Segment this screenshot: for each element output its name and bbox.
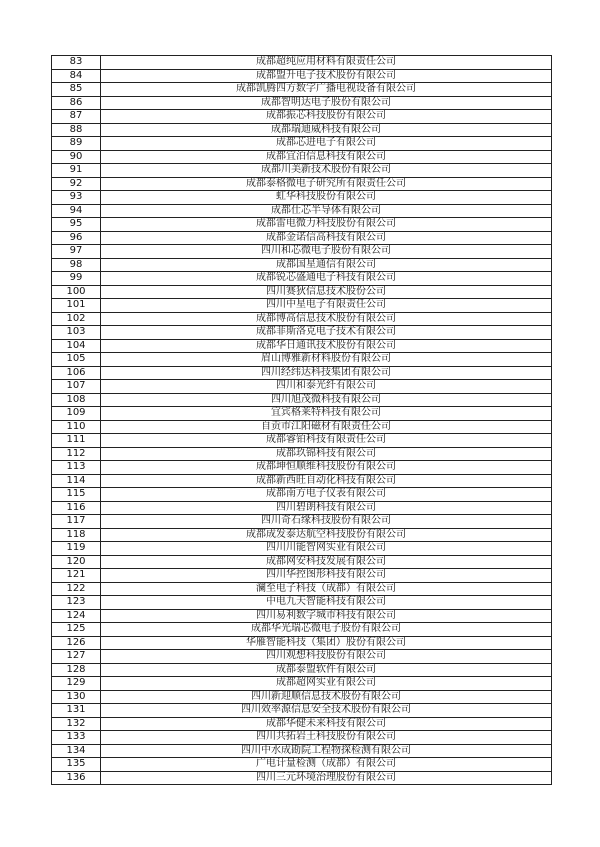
company-name-cell: 四川赛狄信息技术股份公司 <box>101 285 552 299</box>
row-number-cell: 127 <box>52 650 101 664</box>
row-number-cell: 122 <box>52 582 101 596</box>
row-number-cell: 129 <box>52 677 101 691</box>
table-row <box>52 569 552 583</box>
company-name-cell: 四川经纬达科技集团有限公司 <box>101 366 552 380</box>
row-number-cell: 93 <box>52 191 101 205</box>
row-number-cell: 109 <box>52 407 101 421</box>
row-number-cell: 90 <box>52 150 101 164</box>
row-number-cell: 101 <box>52 299 101 313</box>
company-name-cell: 四川奇石缘科技股份有限公司 <box>101 515 552 529</box>
table-row <box>52 488 552 502</box>
table-body <box>52 56 552 785</box>
table-row <box>52 636 552 650</box>
table-row <box>52 218 552 232</box>
table-row <box>52 285 552 299</box>
table-row <box>52 582 552 596</box>
company-name-cell: 成都国星通信有限公司 <box>101 258 552 272</box>
company-name-cell: 成都网安科技发展有限公司 <box>101 555 552 569</box>
table-row <box>52 231 552 245</box>
company-name-cell: 华雁智能科技（集团）股份有限公司 <box>101 636 552 650</box>
row-number-cell: 133 <box>52 731 101 745</box>
company-name-cell: 四川易利数字城市科技有限公司 <box>101 609 552 623</box>
company-name-cell: 成都华健未来科技有限公司 <box>101 717 552 731</box>
table-row <box>52 596 552 610</box>
table-row <box>52 542 552 556</box>
company-name-cell: 成都博高信息技术股份有限公司 <box>101 312 552 326</box>
row-number-cell: 86 <box>52 96 101 110</box>
table-row <box>52 177 552 191</box>
table-row <box>52 650 552 664</box>
company-name-cell: 四川碧朗科技有限公司 <box>101 501 552 515</box>
table-row <box>52 366 552 380</box>
company-name-cell: 成都玖锦科技有限公司 <box>101 447 552 461</box>
row-number-cell: 113 <box>52 461 101 475</box>
row-number-cell: 121 <box>52 569 101 583</box>
table-row <box>52 245 552 259</box>
row-number-cell: 110 <box>52 420 101 434</box>
row-number-cell: 134 <box>52 744 101 758</box>
company-name-cell: 成都南方电子仪表有限公司 <box>101 488 552 502</box>
row-number-cell: 84 <box>52 69 101 83</box>
row-number-cell: 105 <box>52 353 101 367</box>
table-row <box>52 407 552 421</box>
company-name-cell: 成都芯进电子有限公司 <box>101 137 552 151</box>
company-name-cell: 成都菲斯洛克电子技术有限公司 <box>101 326 552 340</box>
company-name-cell: 四川华控图形科技有限公司 <box>101 569 552 583</box>
company-name-cell: 四川川能智网实业有限公司 <box>101 542 552 556</box>
row-number-cell: 130 <box>52 690 101 704</box>
company-name-cell: 成都成发泰达航空科技股份有限公司 <box>101 528 552 542</box>
row-number-cell: 99 <box>52 272 101 286</box>
table-row <box>52 326 552 340</box>
row-number-cell: 116 <box>52 501 101 515</box>
row-number-cell: 107 <box>52 380 101 394</box>
row-number-cell: 112 <box>52 447 101 461</box>
company-name-cell: 成都超网实业有限公司 <box>101 677 552 691</box>
table-row <box>52 56 552 70</box>
row-number-cell: 91 <box>52 164 101 178</box>
company-name-cell: 四川效率源信息安全技术股份有限公司 <box>101 704 552 718</box>
table-row <box>52 663 552 677</box>
company-name-cell: 虹华科技股份有限公司 <box>101 191 552 205</box>
row-number-cell: 124 <box>52 609 101 623</box>
table-row <box>52 434 552 448</box>
company-name-cell: 成都新西旺自动化科技有限公司 <box>101 474 552 488</box>
row-number-cell: 100 <box>52 285 101 299</box>
table-row <box>52 150 552 164</box>
table-row <box>52 123 552 137</box>
company-name-cell: 成都川美新技术股份有限公司 <box>101 164 552 178</box>
table-row <box>52 83 552 97</box>
row-number-cell: 132 <box>52 717 101 731</box>
company-name-cell: 成都智明达电子股份有限公司 <box>101 96 552 110</box>
company-name-cell: 四川和芯微电子股份有限公司 <box>101 245 552 259</box>
row-number-cell: 83 <box>52 56 101 70</box>
table-row <box>52 339 552 353</box>
table-row <box>52 474 552 488</box>
company-name-cell: 成都仕芯半导体有限公司 <box>101 204 552 218</box>
table-row <box>52 447 552 461</box>
row-number-cell: 98 <box>52 258 101 272</box>
company-name-cell: 广电计量检测（成都）有限公司 <box>101 758 552 772</box>
table-row <box>52 393 552 407</box>
company-name-cell: 成都坤恒顺维科技股份有限公司 <box>101 461 552 475</box>
company-name-cell: 成都金诺信高科技有限公司 <box>101 231 552 245</box>
table-row <box>52 420 552 434</box>
company-name-cell: 四川共拓岩土科技股份有限公司 <box>101 731 552 745</box>
table-row <box>52 528 552 542</box>
row-number-cell: 103 <box>52 326 101 340</box>
row-number-cell: 97 <box>52 245 101 259</box>
company-name-cell: 自贡市江阳磁材有限责任公司 <box>101 420 552 434</box>
row-number-cell: 85 <box>52 83 101 97</box>
company-name-cell: 四川新迎顺信息技术股份有限公司 <box>101 690 552 704</box>
row-number-cell: 114 <box>52 474 101 488</box>
table-row <box>52 191 552 205</box>
table-row <box>52 758 552 772</box>
row-number-cell: 108 <box>52 393 101 407</box>
company-name-cell: 成都凯腾四方数字广播电视设备有限公司 <box>101 83 552 97</box>
company-name-cell: 成都华日通讯技术股份有限公司 <box>101 339 552 353</box>
company-name-cell: 中电九天智能科技有限公司 <box>101 596 552 610</box>
row-number-cell: 106 <box>52 366 101 380</box>
table-row <box>52 204 552 218</box>
row-number-cell: 115 <box>52 488 101 502</box>
row-number-cell: 89 <box>52 137 101 151</box>
row-number-cell: 125 <box>52 623 101 637</box>
row-number-cell: 120 <box>52 555 101 569</box>
company-name-cell: 成都睿铂科技有限责任公司 <box>101 434 552 448</box>
table-row <box>52 164 552 178</box>
table-row <box>52 137 552 151</box>
company-name-cell: 成都泰盟软件有限公司 <box>101 663 552 677</box>
row-number-cell: 104 <box>52 339 101 353</box>
row-number-cell: 117 <box>52 515 101 529</box>
row-number-cell: 92 <box>52 177 101 191</box>
company-name-cell: 澜至电子科技（成都）有限公司 <box>101 582 552 596</box>
table-row <box>52 677 552 691</box>
table-row <box>52 501 552 515</box>
row-number-cell: 118 <box>52 528 101 542</box>
table-row <box>52 461 552 475</box>
row-number-cell: 102 <box>52 312 101 326</box>
row-number-cell: 88 <box>52 123 101 137</box>
company-name-cell: 成都振芯科技股份有限公司 <box>101 110 552 124</box>
row-number-cell: 135 <box>52 758 101 772</box>
row-number-cell: 126 <box>52 636 101 650</box>
row-number-cell: 123 <box>52 596 101 610</box>
table-row <box>52 690 552 704</box>
company-name-cell: 眉山博雅新材料股份有限公司 <box>101 353 552 367</box>
table-row <box>52 731 552 745</box>
row-number-cell: 96 <box>52 231 101 245</box>
company-name-cell: 成都超纯应用材料有限责任公司 <box>101 56 552 70</box>
table-row <box>52 380 552 394</box>
company-name-cell: 成都泰格微电子研究所有限责任公司 <box>101 177 552 191</box>
row-number-cell: 95 <box>52 218 101 232</box>
company-name-cell: 成都雷电微力科技股份有限公司 <box>101 218 552 232</box>
row-number-cell: 119 <box>52 542 101 556</box>
table-row <box>52 272 552 286</box>
company-name-cell: 四川三元环境治理股份有限公司 <box>101 771 552 785</box>
company-name-cell: 四川旭茂微科技有限公司 <box>101 393 552 407</box>
company-name-cell: 宜宾格莱特科技有限公司 <box>101 407 552 421</box>
row-number-cell: 87 <box>52 110 101 124</box>
table-row <box>52 353 552 367</box>
table-row <box>52 717 552 731</box>
company-name-cell: 成都锐芯盛通电子科技有限公司 <box>101 272 552 286</box>
table-row <box>52 515 552 529</box>
company-list-table <box>51 55 552 785</box>
company-name-cell: 成都华光瑞芯微电子股份有限公司 <box>101 623 552 637</box>
table-row <box>52 744 552 758</box>
table-row <box>52 771 552 785</box>
table-row <box>52 258 552 272</box>
table-row <box>52 609 552 623</box>
company-name-cell: 成都瑞迪威科技有限公司 <box>101 123 552 137</box>
company-name-cell: 成都宜泊信息科技有限公司 <box>101 150 552 164</box>
table-row <box>52 69 552 83</box>
company-name-cell: 四川中星电子有限责任公司 <box>101 299 552 313</box>
company-name-cell: 四川中水成勘院工程物探检测有限公司 <box>101 744 552 758</box>
row-number-cell: 128 <box>52 663 101 677</box>
row-number-cell: 94 <box>52 204 101 218</box>
company-name-cell: 成都盟升电子技术股份有限公司 <box>101 69 552 83</box>
table-row <box>52 312 552 326</box>
table-row <box>52 299 552 313</box>
row-number-cell: 131 <box>52 704 101 718</box>
company-name-cell: 四川和泰光纤有限公司 <box>101 380 552 394</box>
table-row <box>52 555 552 569</box>
table-row <box>52 96 552 110</box>
row-number-cell: 136 <box>52 771 101 785</box>
table-row <box>52 704 552 718</box>
company-name-cell: 四川观想科技股份有限公司 <box>101 650 552 664</box>
table-row <box>52 623 552 637</box>
row-number-cell: 111 <box>52 434 101 448</box>
table-row <box>52 110 552 124</box>
